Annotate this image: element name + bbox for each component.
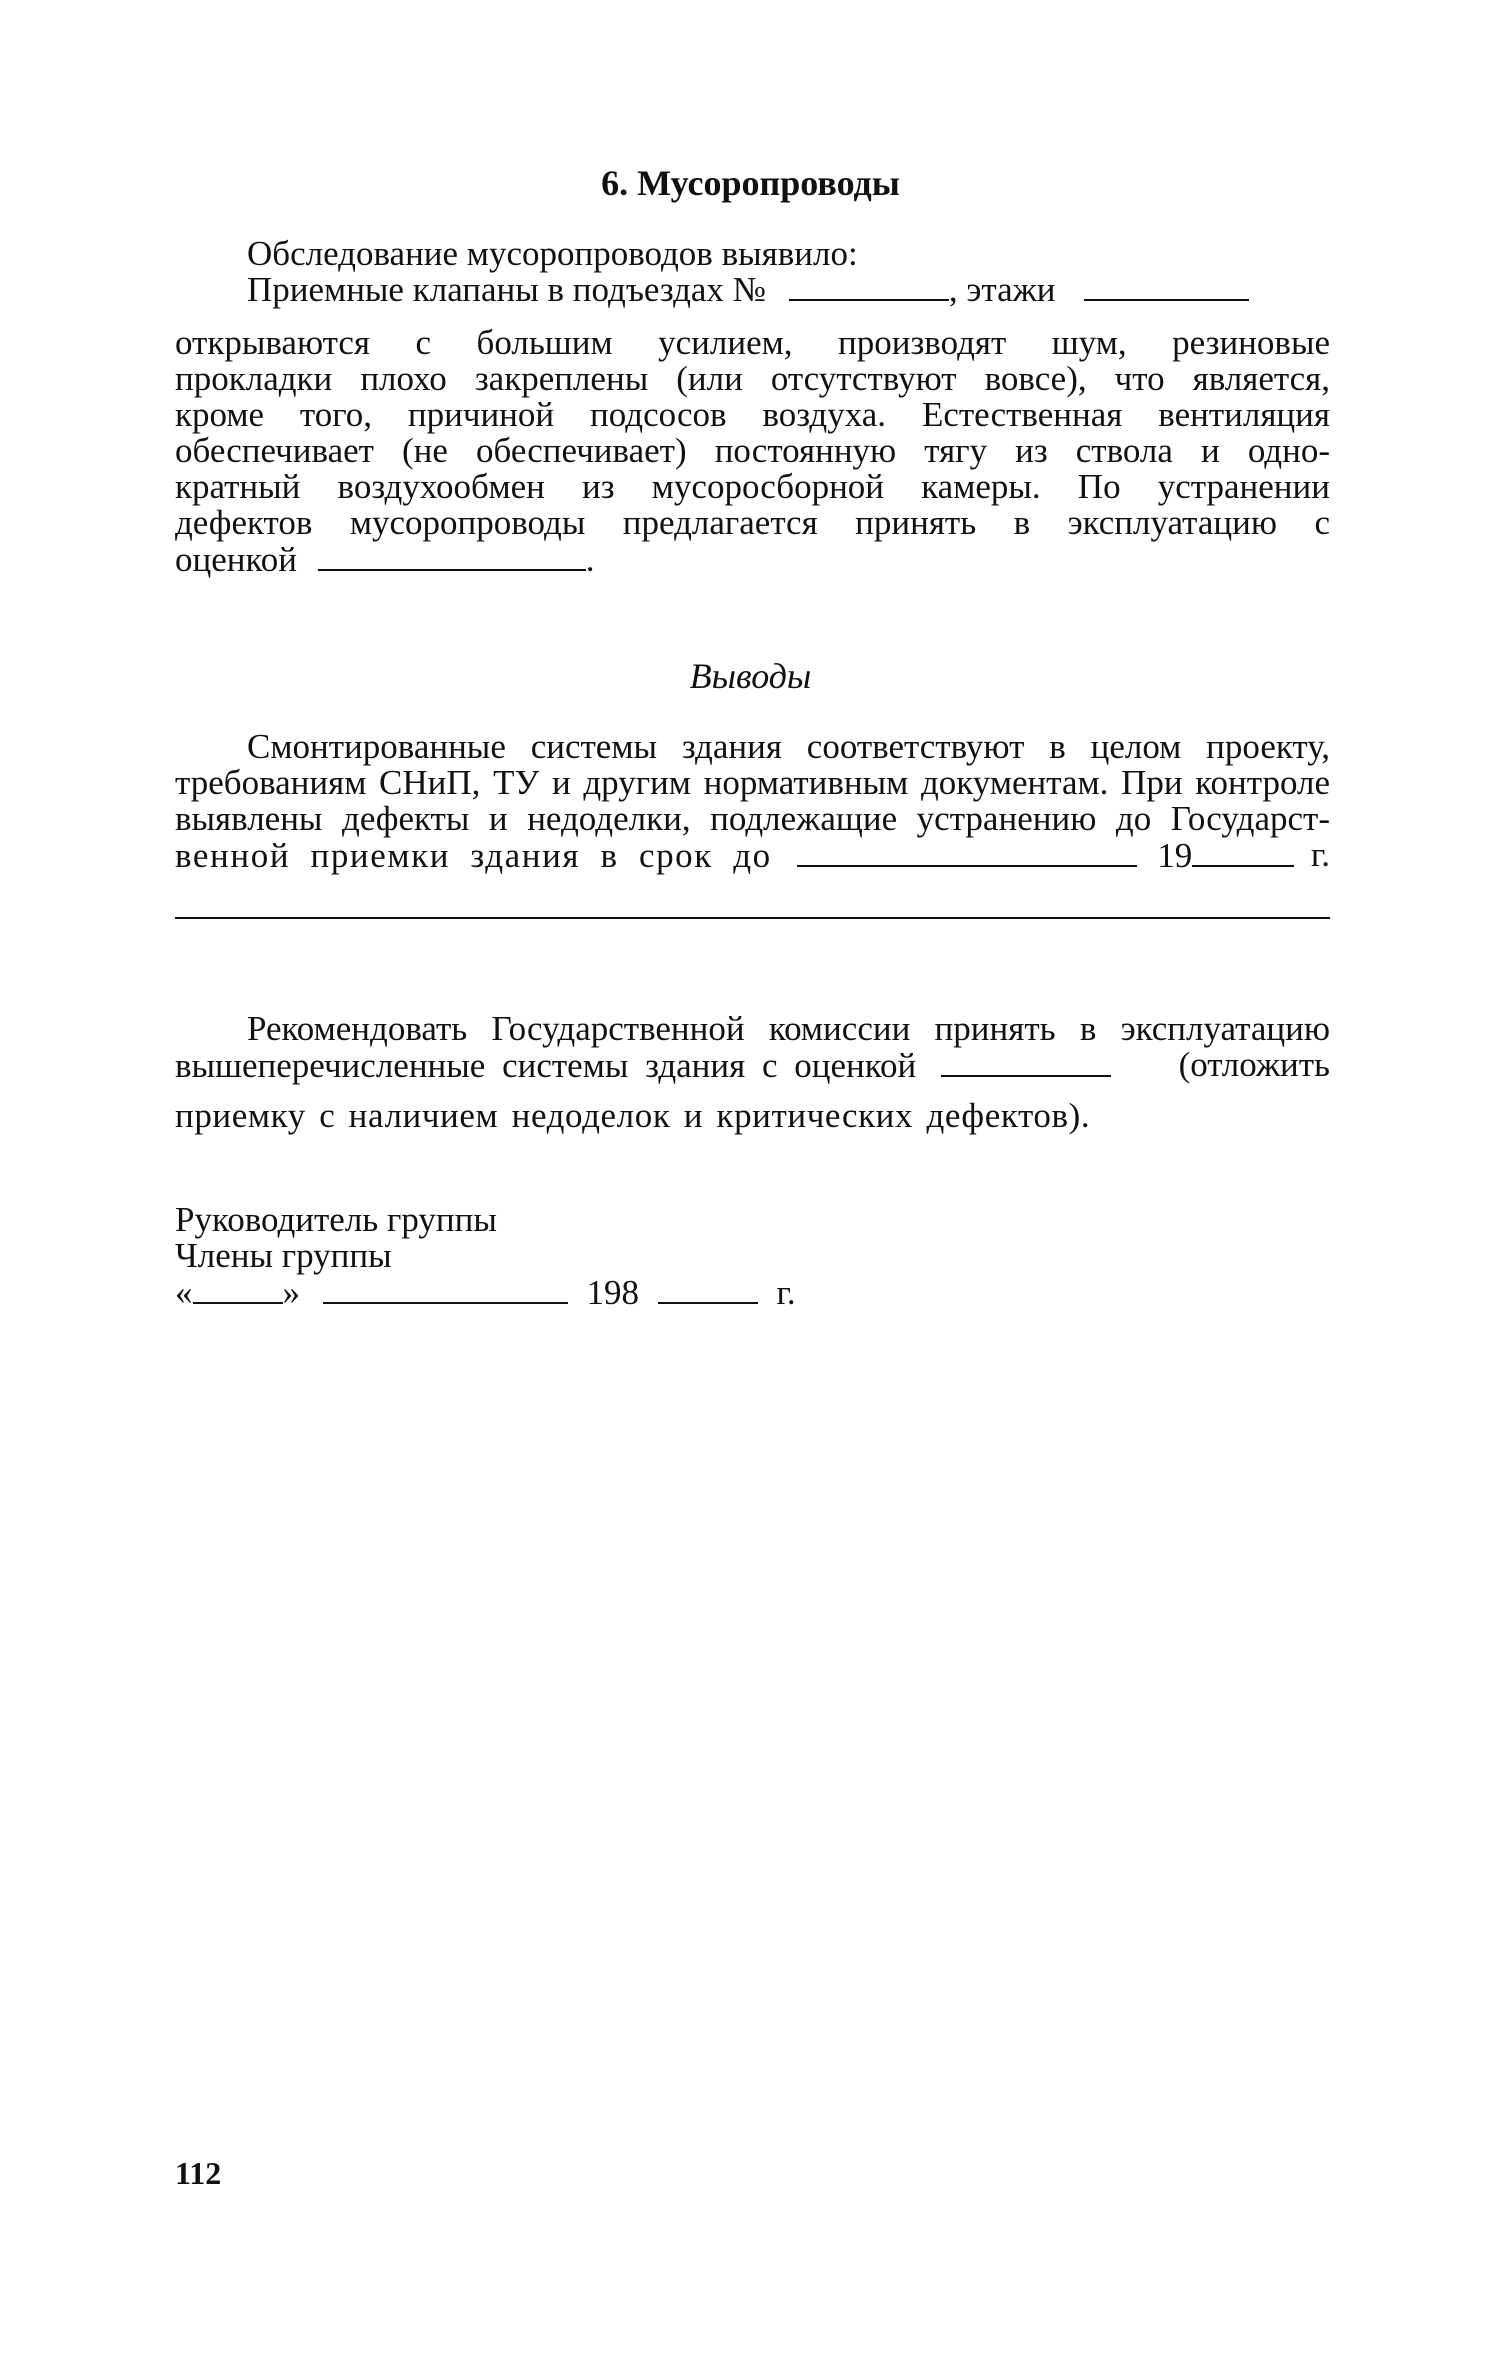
group-members-label: Члены группы	[175, 1236, 392, 1275]
signature-date-line	[175, 1274, 796, 1311]
refuse-rating-suffix: .	[585, 540, 595, 579]
conclusions-blank-line[interactable]	[175, 917, 1330, 919]
entrance-number-blank[interactable]	[789, 271, 949, 301]
quote-open: «	[175, 1273, 193, 1312]
refuse-line-5: кратный воздухообмен из мусоросборной камеры. По устранении	[175, 467, 1330, 506]
refuse-rating-blank[interactable]	[318, 541, 586, 571]
refuse-intro: Обследование мусоропроводов выявило:	[247, 234, 858, 273]
recommendation-line-3: приемку с наличием недоделок и критических дефектов).	[175, 1096, 1091, 1135]
deadline-line	[175, 837, 1330, 874]
day-blank[interactable]	[193, 1274, 283, 1304]
valves-line	[247, 271, 1249, 308]
group-leader-label: Руководитель группы	[175, 1200, 497, 1239]
refuse-rating-line	[175, 541, 594, 578]
conclusions-line-3: выявлены дефекты и недоделки, подлежащие устранению до Государст-	[175, 799, 1330, 838]
recommendation-line2-prefix: вышеперечисленные системы здания с оценкой	[175, 1046, 917, 1085]
recommendation-line2-suffix: (отложить	[1178, 1045, 1330, 1084]
refuse-line-3: кроме того, причиной подсосов воздуха. Естественная вентиляция	[175, 395, 1330, 434]
year-prefix: 198	[586, 1273, 639, 1312]
refuse-line-4: обеспечивает (не обеспечивает) постоянную тягу из ствола и одно-	[175, 431, 1330, 470]
recommendation-line-1: Рекомендовать Государственной комиссии принять в эксплуатацию	[247, 1009, 1330, 1048]
quote-close: »	[282, 1273, 300, 1312]
conclusions-line-1: Смонтированные системы здания соответствуют в целом проекту,	[247, 727, 1330, 766]
valves-prefix: Приемные клапаны в подъездах №	[247, 270, 767, 309]
recommendation-line-2	[175, 1047, 1330, 1084]
month-blank[interactable]	[323, 1274, 568, 1304]
year-blank[interactable]	[658, 1274, 758, 1304]
floors-blank[interactable]	[1084, 271, 1249, 301]
deadline-year-blank[interactable]	[1192, 837, 1294, 867]
refuse-line-2: прокладки плохо закреплены (или отсутствуют вовсе), что является,	[175, 359, 1330, 398]
recommendation-rating-blank[interactable]	[941, 1047, 1111, 1077]
refuse-line-6: дефектов мусоропроводы предлагается принять в эксплуатацию с	[175, 503, 1330, 542]
refuse-rating-prefix: оценкой	[175, 540, 297, 579]
deadline-year-prefix: 19	[1157, 836, 1193, 875]
section-title: 6. Мусоропроводы	[601, 163, 900, 203]
conclusions-title: Выводы	[689, 656, 812, 696]
year-suffix: г.	[776, 1273, 796, 1312]
conclusions-line-2: требованиям СНиП, ТУ и другим нормативным документам. При контроле	[175, 763, 1330, 802]
refuse-line-1: открываются с большим усилием, производят шум, резиновые	[175, 323, 1330, 362]
deadline-date-blank[interactable]	[797, 837, 1137, 867]
deadline-suffix: г.	[1310, 835, 1330, 874]
deadline-prefix: венной приемки здания в срок до	[175, 836, 772, 875]
page-number: 112	[175, 2155, 222, 2191]
valves-floors-label: , этажи	[948, 270, 1056, 309]
